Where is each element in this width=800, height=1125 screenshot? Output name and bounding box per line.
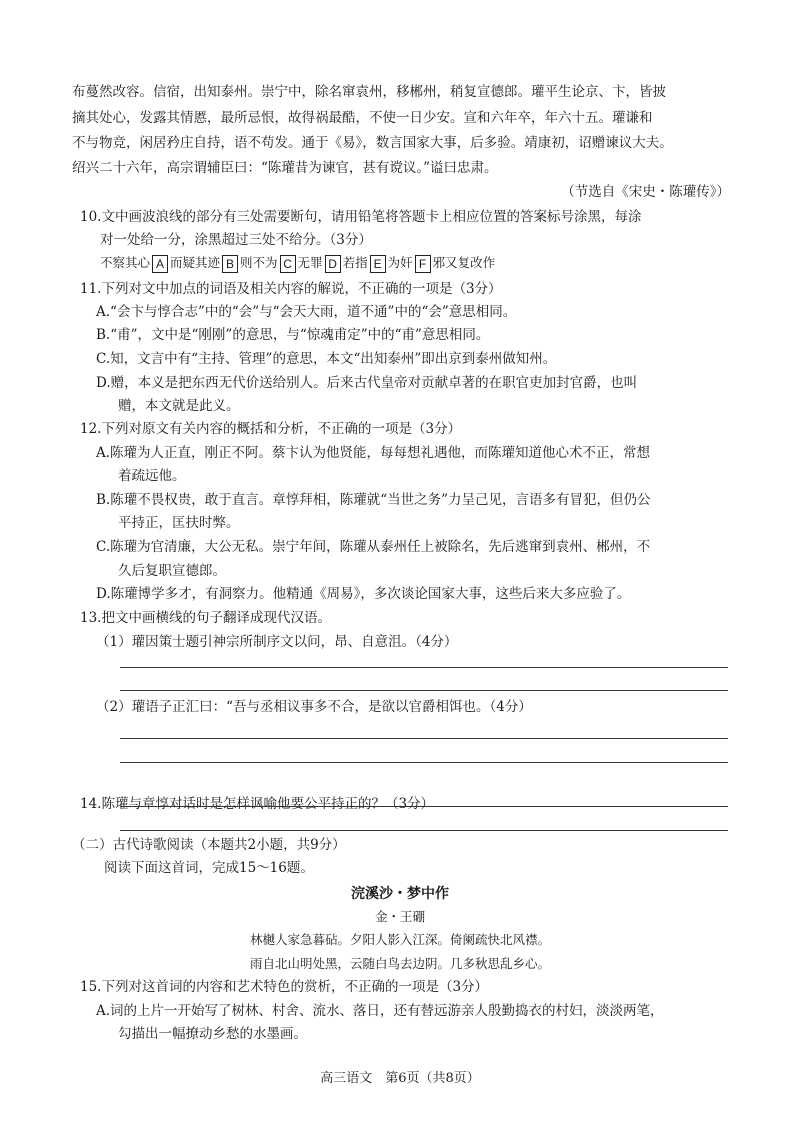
q13-sentence-2: （2）瓘语子正汇曰：“吾与丞相议事多不合，是欲以官爵相饵也。（4分） bbox=[96, 699, 532, 715]
q10-stem-line-1: 10.文中画波浪线的部分有三处需要断句，请用铅笔将答题卡上相应位置的答案标号涂黑，每涂 bbox=[80, 209, 642, 225]
q12-option-a-line-2: 着疏远他。 bbox=[118, 468, 186, 484]
q12-option-d: D.陈瓘博学多才，有洞察力。他精通《周易》，多次谈论国家大事，这些后来大多应验了。 bbox=[96, 586, 631, 602]
q10-box-c[interactable]: C bbox=[280, 255, 296, 273]
q12-option-b-line-1: B.陈瓘不畏权贵，敢于直言。章惇拜相，陈瓘就“当世之务”力呈己见，言语多有冒犯，但仍公 bbox=[96, 492, 651, 508]
q14-answer-line-2[interactable] bbox=[120, 830, 728, 831]
poem-line-2: 雨自北山明处黑，云随白鸟去边阴。几多秋思乱乡心。 bbox=[249, 956, 550, 971]
q13-sentence-1: （1）瓘因策士题引神宗所制序文以问，昂、自意沮。（4分） bbox=[96, 634, 458, 650]
poem-author: 金・王硼 bbox=[374, 909, 425, 924]
q13-1-answer-line-2[interactable] bbox=[120, 690, 728, 691]
q11-option-d-line-2: 赠，本文就是此义。 bbox=[118, 398, 240, 414]
q12-option-b-line-2: 平持正，匡扶时弊。 bbox=[118, 515, 240, 531]
q11-option-b: B.“甫”，文中是“刚刚”的意思，与“惊魂甫定”中的“甫”意思相同。 bbox=[96, 327, 490, 343]
q13-2-answer-line-1[interactable] bbox=[120, 738, 728, 739]
q10-box-e[interactable]: E bbox=[370, 255, 386, 273]
q14-answer-line-1[interactable] bbox=[120, 806, 728, 807]
q10-box-b[interactable]: B bbox=[222, 255, 238, 273]
q13-2-answer-line-2[interactable] bbox=[120, 762, 728, 763]
q10-segment: 不察其心 bbox=[100, 255, 151, 270]
poem-line-1: 林樾人家急暮砧。夕阳人影入江深。倚阑疏快北风襟。 bbox=[249, 932, 550, 947]
q10-box-a[interactable]: A bbox=[152, 255, 168, 273]
q10-sentence bbox=[100, 253, 495, 273]
q15-option-a-line-2: 勾描出一幅撩动乡愁的水墨画。 bbox=[118, 1026, 307, 1042]
poetry-instruction: 阅读下面这首词，完成15～16题。 bbox=[104, 860, 314, 876]
q10-segment: 邪又复改作 bbox=[432, 255, 496, 270]
q11-stem: 11.下列对文中加点的词语及相关内容的解说，不正确的一项是（3分） bbox=[80, 281, 502, 297]
q10-segment: 为奸 bbox=[387, 255, 413, 270]
passage-line-1: 布蔓然改容。信宿，出知泰州。崇宁中，除名窜袁州，移郴州，稍复宣德郎。瓘平生论京、卞，皆披 bbox=[72, 84, 666, 100]
q10-segment: 若指 bbox=[342, 255, 368, 270]
q11-option-c: C.知，文言中有“主持、管理”的意思，本文“出知泰州”即出京到泰州做知州。 bbox=[96, 351, 557, 367]
passage-line-2: 摘其处心，发露其情慝，最所忌恨，故得祸最酷，不使一日少安。宣和六年卒，年六十五。瓘谦和 bbox=[72, 110, 653, 126]
page-footer: 高三语文 第6页（共8页） bbox=[320, 1071, 480, 1086]
q11-option-a: A.“会卞与惇合志”中的“会”与“会天大雨，道不通”中的“会”意思相同。 bbox=[96, 304, 517, 320]
q10-segment: 而疑其迹 bbox=[170, 255, 221, 270]
q14-stem: 14.陈瓘与章惇对话时是怎样讽喻他要公平持正的？（3分） bbox=[80, 796, 435, 812]
q11-option-d-line-1: D.赠，本义是把东西无代价送给别人。后来古代皇帝对贡献卓著的在职官吏加封官爵，也叫 bbox=[96, 375, 638, 391]
q12-stem: 12.下列对原文有关内容的概括和分析，不正确的一项是（3分） bbox=[80, 421, 462, 437]
q13-1-answer-line-1[interactable] bbox=[120, 667, 728, 668]
q10-segment: 则不为 bbox=[240, 255, 278, 270]
poem-title: 浣溪沙・梦中作 bbox=[351, 886, 449, 902]
q10-segment: 无罪 bbox=[297, 255, 323, 270]
passage-line-3: 不与物竞，闲居矜庄自持，语不苟发。通于《易》，数言国家大事，后多验。靖康初，诏赠谏议大夫。 bbox=[72, 135, 673, 151]
passage-source: （节选自《宋史・陈瓘传》） bbox=[561, 184, 730, 200]
q13-stem: 13.把文中画横线的句子翻译成现代汉语。 bbox=[80, 610, 331, 626]
passage-line-4: 绍兴二十六年，高宗谓辅臣曰：“陈瓘昔为谏官，甚有谠议。”谥曰忠肃。 bbox=[72, 160, 498, 176]
q15-stem: 15.下列对这首词的内容和艺术特色的赏析，不正确的一项是（3分） bbox=[80, 979, 489, 995]
q10-stem-line-2: 对一处给一分，涂黑超过三处不给分。（3分） bbox=[100, 232, 372, 248]
q10-box-d[interactable]: D bbox=[325, 255, 341, 273]
q15-option-a-line-1: A.词的上片一开始写了树林、村舍、流水、落日，还有替远游亲人殷勤捣衣的村妇，淡淡两笔， bbox=[96, 1003, 664, 1019]
poetry-section-header: （二）古代诗歌阅读（本题共2小题，共9分） bbox=[72, 837, 346, 853]
q12-option-c-line-2: 久后复职宣德郎。 bbox=[118, 563, 226, 579]
q12-option-c-line-1: C.陈瓘为官清廉，大公无私。崇宁年间，陈瓘从泰州任上被除名，先后逃窜到袁州、郴州，不 bbox=[96, 539, 651, 555]
q12-option-a-line-1: A.陈瓘为人正直，刚正不阿。蔡卞认为他贤能，每每想礼遇他，而陈瓘知道他心术不正，常想 bbox=[96, 445, 651, 461]
q10-box-f[interactable]: F bbox=[415, 255, 431, 273]
